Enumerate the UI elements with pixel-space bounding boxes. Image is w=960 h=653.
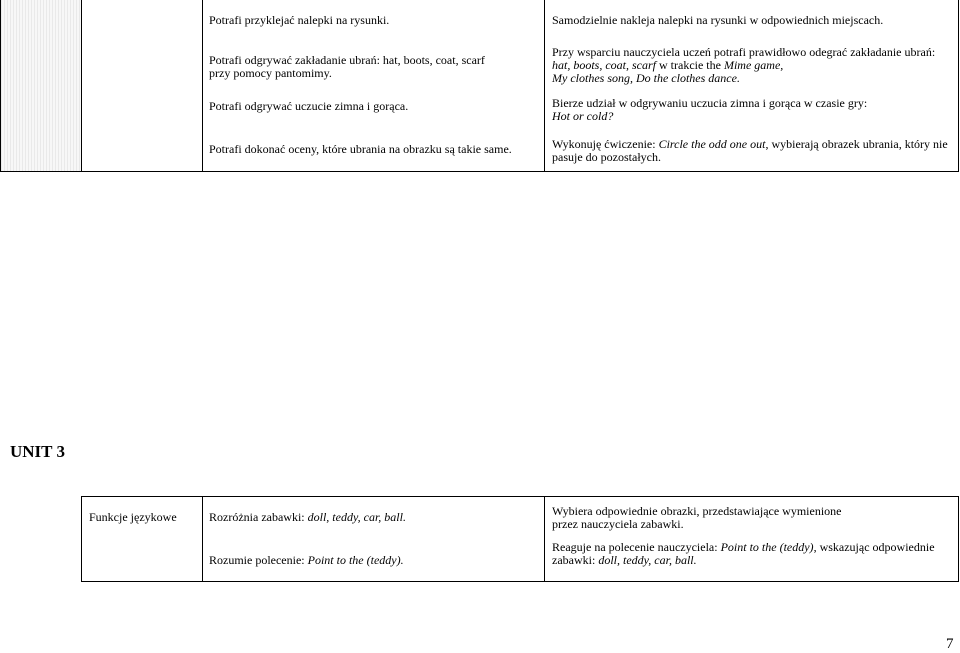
top-table-divider-1 [81,0,82,172]
top-right-item-1: Samodzielnie nakleja nalepki na rysunki w odpowiednich miejscach. [552,13,884,27]
top-left-item-2-line-1: Potrafi odgrywać zakładanie ubrań: hat, boots, coat, scarf [209,53,485,67]
page-number: 7 [946,636,954,652]
top-table-divider-2 [202,0,203,172]
bottom-table-divider-1 [202,496,203,582]
bottom-right-item-1-line-1: Wybiera odpowiednie obrazki, przedstawiające wymienione [552,504,842,518]
react-description: , wskazując odpowiednie [813,540,935,554]
bottom-table-right-border [958,496,959,582]
top-right-item-3-line-2: Hot or cold? [552,109,614,123]
bottom-table-divider-2 [544,496,545,582]
bottom-right-item-2-line-2 [552,554,697,567]
unit-heading: UNIT 3 [10,442,65,461]
react-intro: Reaguje na polecenie nauczyciela: [552,540,721,554]
top-table-right-border [958,0,959,172]
clothes-words: hat, boots, coat, scarf [552,58,656,72]
toys-list: doll, teddy, car, ball. [307,510,406,524]
top-table-divider-3 [544,0,545,172]
mime-game-title: Mime game, [723,58,784,72]
bottom-right-item-1-line-2: przez nauczyciela zabawki. [552,517,684,531]
command-phrase: Point to the (teddy). [307,553,404,567]
category-label: Funkcje językowe [89,510,177,524]
toys-list-2: doll, teddy, car, ball. [598,553,697,567]
top-right-item-2-line-1: Przy wsparciu nauczyciela uczeń potrafi prawidłowo odegrać zakładanie ubrań: [552,45,936,59]
bottom-table-top-border [81,496,959,497]
distinguish-label: Rozróżnia zabawki: [209,510,308,524]
top-right-item-2-line-3: My clothes song, Do the clothes dance. [552,71,740,85]
top-left-item-3: Potrafi odgrywać uczucie zimna i gorąca. [209,99,409,113]
top-left-item-1: Potrafi przyklejać nalepki na rysunki. [209,13,390,27]
bottom-left-item-1 [209,511,406,524]
react-command: Point to the (teddy) [720,540,814,554]
in-game-text: w trakcie the [656,58,724,72]
top-left-item-4: Potrafi dokonać oceny, które ubrania na obrazku są takie same. [209,142,512,156]
bottom-left-item-2 [209,554,404,567]
exercise-description: , wybierają obrazek ubrania, który nie [765,137,948,151]
top-table-left-border [0,0,1,172]
command-label: Rozumie polecenie: [209,553,308,567]
bottom-table-left-border [81,496,82,582]
hatched-column [1,0,81,172]
top-table-bottom-border [0,171,959,172]
top-right-item-3-line-1: Bierze udział w odgrywaniu uczucia zimna i gorąca w czasie gry: [552,96,868,110]
top-left-item-2-line-2: przy pomocy pantomimy. [209,66,332,80]
top-right-item-4-line-2: pasuje do pozostałych. [552,150,661,164]
bottom-table-bottom-border [81,581,959,582]
exercise-title: Circle the odd one out [658,137,766,151]
toys-label: zabawki: [552,553,599,567]
exercise-intro: Wykonuję ćwiczenie: [552,137,659,151]
